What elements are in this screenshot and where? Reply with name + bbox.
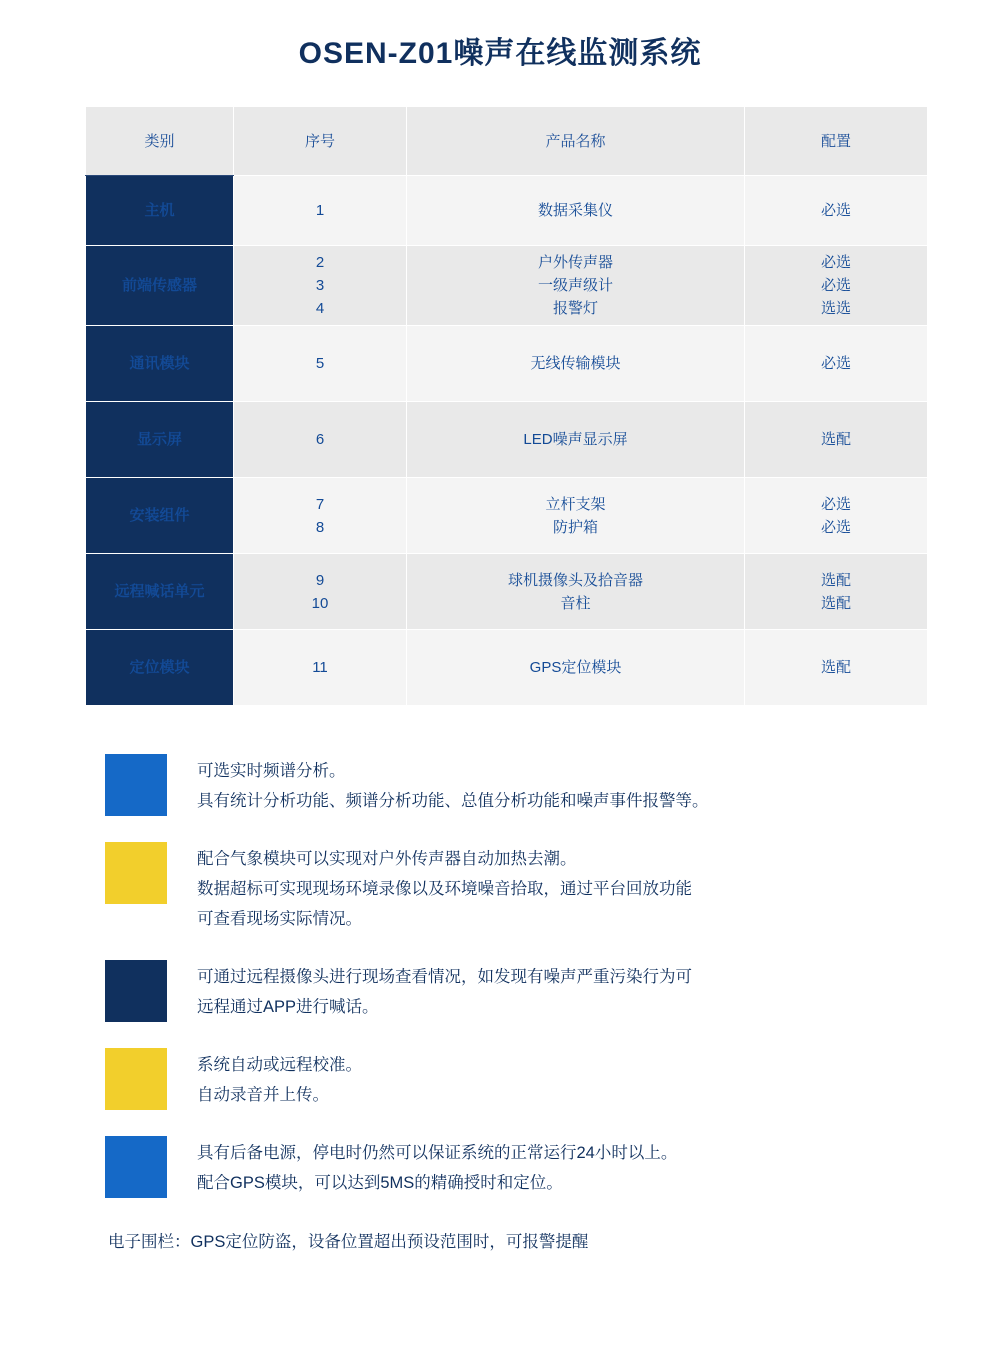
color-swatch: [105, 1136, 167, 1198]
row-numbers: [234, 176, 407, 246]
row-configs: [745, 176, 928, 246]
spec-table: [85, 106, 928, 706]
list-item: [0, 1136, 1000, 1198]
table-row: [86, 402, 928, 478]
list-item: [0, 754, 1000, 816]
table-row: [86, 630, 928, 706]
row-names: [407, 478, 745, 554]
row-config: 必选: [820, 254, 851, 271]
row-name: 球机摄像头及拾音器: [507, 571, 643, 589]
table-header-row: [86, 107, 928, 176]
row-name: 防护箱: [552, 518, 598, 536]
row-configs: [745, 326, 928, 402]
row-number: 7: [315, 495, 325, 513]
note-line: 配合GPS模块，可以达到5MS的精确授时和定位。: [197, 1174, 563, 1192]
table-row: [86, 176, 928, 246]
note-line: 可选实时频谱分析。: [197, 762, 346, 780]
note-text: [197, 842, 692, 934]
row-config: 必选: [820, 495, 851, 513]
row-config: 必选: [820, 355, 851, 372]
row-number: 11: [312, 659, 328, 676]
row-name: GPS定位模块: [529, 659, 622, 676]
color-swatch: [105, 960, 167, 1022]
row-configs: [745, 554, 928, 630]
row-config: 选配: [820, 594, 851, 612]
row-names: [407, 402, 745, 478]
spec-table-body: [86, 107, 928, 706]
row-number: 6: [315, 431, 325, 448]
header-cell-config: 配置: [745, 107, 928, 176]
row-name: 数据采集仪: [537, 202, 613, 219]
row-name: 音柱: [560, 594, 591, 612]
table-row: [86, 246, 928, 326]
row-name: 立杆支架: [545, 495, 606, 513]
row-name: 无线传输模块: [530, 355, 621, 372]
row-configs: [745, 402, 928, 478]
row-numbers: [234, 554, 407, 630]
row-config: 选配: [820, 431, 851, 448]
row-number: 10: [311, 594, 329, 612]
row-config: 选配: [820, 659, 851, 676]
color-swatch: [105, 842, 167, 904]
row-numbers: [234, 478, 407, 554]
note-text: [197, 1048, 362, 1110]
row-category: 定位模块: [86, 630, 234, 706]
row-category: 前端传感器: [86, 246, 234, 326]
note-line: 可查看现场实际情况。: [197, 910, 362, 928]
row-category: 显示屏: [86, 402, 234, 478]
notes-list: [0, 754, 1000, 1198]
table-row: [86, 478, 928, 554]
row-names: [407, 176, 745, 246]
row-configs: [745, 630, 928, 706]
note-line: 可通过远程摄像头进行现场查看情况，如发现有噪声严重污染行为可: [197, 968, 692, 986]
row-name: 一级声级计: [537, 277, 613, 294]
row-category: 通讯模块: [86, 326, 234, 402]
row-names: [407, 554, 745, 630]
row-names: [407, 326, 745, 402]
note-line: 具有后备电源，停电时仍然可以保证系统的正常运行24小时以上。: [197, 1144, 678, 1162]
row-config: 选选: [820, 300, 851, 317]
note-line: 系统自动或远程校准。: [197, 1056, 362, 1074]
note-line: 配合气象模块可以实现对户外传声器自动加热去潮。: [197, 850, 577, 868]
note-text: [197, 960, 692, 1022]
note-line: 数据超标可实现现场环境录像以及环境噪音拾取，通过平台回放功能: [197, 880, 692, 898]
row-numbers: [234, 326, 407, 402]
note-text: [197, 754, 709, 816]
row-name: 报警灯: [552, 300, 598, 317]
header-cell-category: 类别: [86, 107, 234, 176]
row-category: 远程喊话单元: [86, 554, 234, 630]
row-config: 必选: [820, 518, 851, 536]
note-line: 远程通过APP进行喊话。: [197, 998, 379, 1016]
row-configs: [745, 478, 928, 554]
row-names: [407, 630, 745, 706]
note-text: [197, 1136, 677, 1198]
table-row: [86, 554, 928, 630]
footer-note: 电子围栏：GPS定位防盗，设备位置超出预设范围时，可报警提醒: [108, 1233, 589, 1251]
list-item: [0, 960, 1000, 1022]
header-cell-number: 序号: [234, 107, 407, 176]
row-number: 8: [315, 518, 325, 536]
row-number: 9: [315, 571, 325, 589]
row-config: 必选: [820, 202, 851, 219]
row-number: 4: [315, 300, 325, 317]
row-number: 5: [315, 355, 325, 372]
row-numbers: [234, 630, 407, 706]
row-config: 选配: [820, 571, 851, 589]
row-config: 必选: [820, 277, 851, 294]
row-configs: [745, 246, 928, 326]
note-line: 具有统计分析功能、频谱分析功能、总值分析功能和噪声事件报警等。: [197, 792, 709, 810]
table-row: [86, 326, 928, 402]
row-name: LED噪声显示屏: [523, 431, 628, 448]
color-swatch: [105, 1048, 167, 1110]
spec-table-wrapper: [85, 106, 915, 706]
note-line: 自动录音并上传。: [197, 1086, 329, 1104]
row-name: 户外传声器: [537, 254, 613, 271]
color-swatch: [105, 754, 167, 816]
page-title: OSEN-Z01噪声在线监测系统: [298, 37, 702, 70]
row-number: 2: [315, 254, 325, 271]
row-number: 1: [315, 202, 325, 219]
row-category: 安装组件: [86, 478, 234, 554]
row-number: 3: [315, 277, 325, 294]
row-category: 主机: [86, 176, 234, 246]
row-numbers: [234, 402, 407, 478]
row-names: [407, 246, 745, 326]
header-cell-product: 产品名称: [407, 107, 745, 176]
list-item: [0, 842, 1000, 934]
list-item: [0, 1048, 1000, 1110]
row-numbers: [234, 246, 407, 326]
